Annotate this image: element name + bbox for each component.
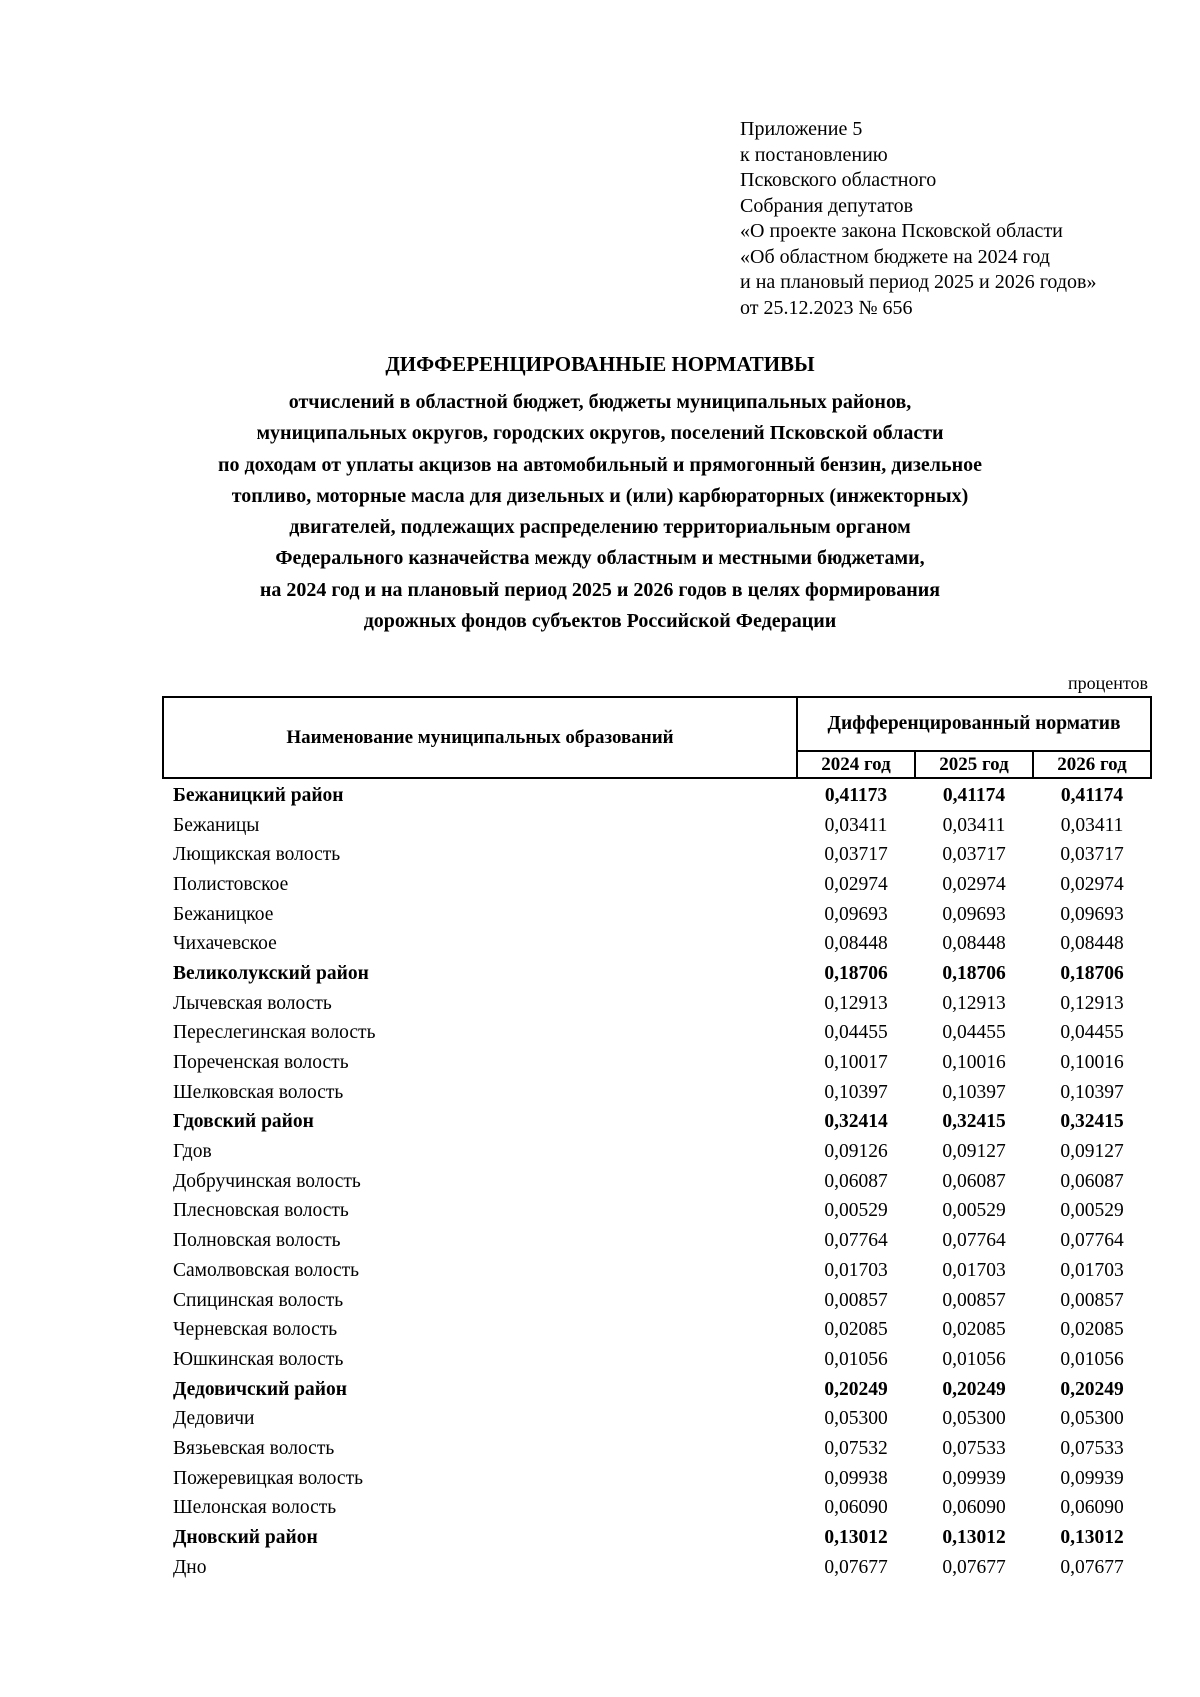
norm-value-2024: 0,05300 [824,1408,888,1430]
norm-value-2024: 0,08448 [824,933,888,955]
units-label: процентов [1067,673,1148,693]
norm-value-2025: 0,09939 [942,1467,1006,1489]
norm-value-2026: 0,09127 [1060,1141,1124,1163]
norm-value-2024: 0,01703 [824,1259,888,1281]
appendix-line: Приложение 5 [740,118,863,140]
municipality-name: Переслегинская волость [173,1022,376,1044]
title-block [150,352,1050,637]
settlement-row [163,1197,1151,1227]
norm-value-2026: 0,10016 [1060,1052,1124,1074]
appendix-line: Собрания депутатов [740,194,914,217]
district-row [163,1523,1151,1553]
norm-value-2025: 0,03411 [942,814,1006,836]
norm-value-2025: 0,41174 [942,784,1006,806]
norm-value-2025: 0,10397 [942,1081,1006,1103]
norm-value-2024: 0,10397 [824,1081,888,1103]
municipality-name: Гдов [173,1141,212,1163]
norm-value-2026: 0,04455 [1060,1022,1124,1044]
norm-value-2024: 0,09938 [824,1467,888,1489]
norm-value-2024: 0,07532 [824,1437,888,1459]
municipality-name: Пожеревицкая волость [173,1467,363,1489]
norm-value-2024: 0,41173 [824,784,888,806]
norm-value-2025: 0,00857 [942,1289,1006,1311]
norm-value-2026: 0,02085 [1060,1319,1124,1341]
municipality-name: Черневская волость [173,1319,338,1341]
settlement-row [163,1048,1151,1078]
appendix-line: и на плановый период 2025 и 2026 годов» [740,271,1097,293]
appendix-line: от 25.12.2023 № 656 [740,296,913,319]
norm-value-2024: 0,03411 [824,814,888,836]
municipality-name: Плесновская волость [173,1200,349,1222]
subtitle-line: топливо, моторные масла для дизельных и (или) карбюраторных (инжекторных) [231,484,969,507]
settlement-row [163,1345,1151,1375]
norm-value-2024: 0,18706 [824,962,888,984]
norm-value-2024: 0,03717 [824,844,888,866]
settlement-row [163,840,1151,870]
norm-value-2025: 0,07533 [942,1437,1006,1459]
norm-value-2026: 0,08448 [1060,933,1124,955]
municipality-name: Чихачевское [173,933,277,955]
norm-value-2025: 0,03717 [942,844,1006,866]
norm-value-2024: 0,06087 [824,1170,888,1192]
norm-value-2026: 0,09939 [1060,1467,1124,1489]
norm-value-2025: 0,12913 [942,992,1006,1014]
settlement-row [163,1464,1151,1494]
norm-value-2026: 0,06090 [1060,1497,1124,1519]
document-title: ДИФФЕРЕНЦИРОВАННЫЕ НОРМАТИВЫ [385,352,815,376]
norm-value-2025: 0,32415 [942,1111,1006,1133]
norm-value-2024: 0,00529 [824,1200,888,1222]
norm-value-2025: 0,07677 [942,1556,1006,1578]
norm-value-2026: 0,06087 [1060,1170,1124,1192]
norm-value-2025: 0,07764 [942,1230,1006,1252]
municipality-name: Гдовский район [173,1111,314,1133]
norm-value-2025: 0,10016 [942,1052,1006,1074]
norm-value-2025: 0,08448 [942,933,1006,955]
norm-value-2024: 0,09693 [824,903,888,925]
norms-table [162,696,1152,1583]
municipality-name: Шелонская волость [173,1497,337,1519]
norm-value-2025: 0,01056 [942,1348,1006,1370]
settlement-row [163,1167,1151,1197]
municipality-name: Полновская волость [173,1230,341,1252]
settlement-row [163,1494,1151,1524]
norm-value-2024: 0,10017 [824,1052,888,1074]
norm-value-2026: 0,13012 [1060,1527,1124,1549]
norm-value-2026: 0,00529 [1060,1200,1124,1222]
year-header-2026: 2026 год [1033,751,1151,778]
year-header-2025: 2025 год [915,751,1033,778]
settlement-row [163,1256,1151,1286]
subtitle-line: на 2024 год и на плановый период 2025 и 2026 годов в целях формирования [259,578,941,601]
norm-value-2024: 0,32414 [824,1111,888,1133]
municipality-name: Юшкинская волость [173,1348,344,1370]
norm-value-2026: 0,07764 [1060,1230,1124,1252]
settlement-row [163,1078,1151,1108]
norm-value-2026: 0,03717 [1060,844,1124,866]
name-column-header: Наименование муниципальных образований [163,697,797,778]
municipality-name: Добручинская волость [173,1170,361,1192]
district-row [163,1375,1151,1405]
norm-group-header: Дифференцированный норматив [797,697,1151,751]
norm-value-2026: 0,10397 [1060,1081,1124,1103]
norm-value-2026: 0,02974 [1060,873,1124,895]
municipality-name: Лычевская волость [173,992,332,1014]
municipality-name: Лющикская волость [173,844,341,866]
norm-value-2024: 0,06090 [824,1497,888,1519]
norm-value-2025: 0,06090 [942,1497,1006,1519]
subtitle-line: дорожных фондов субъектов Российской Федерации [363,610,837,633]
norm-value-2026: 0,07677 [1060,1556,1124,1578]
norm-value-2024: 0,09126 [824,1141,888,1163]
municipality-name: Бежаницы [173,814,260,836]
norm-value-2026: 0,03411 [1060,814,1124,836]
settlement-row [163,1434,1151,1464]
municipality-name: Шелковская волость [173,1081,344,1103]
settlement-row [163,1137,1151,1167]
settlement-row [163,989,1151,1019]
appendix-line: к постановлению [740,143,888,166]
norm-value-2024: 0,01056 [824,1348,888,1370]
norm-value-2024: 0,07764 [824,1230,888,1252]
document-subtitle [150,387,1050,637]
municipality-name: Дедовичский район [173,1378,347,1400]
municipality-name: Пореченская волость [173,1052,349,1074]
norm-value-2025: 0,02085 [942,1319,1006,1341]
municipality-name: Дновский район [173,1527,318,1549]
norm-value-2026: 0,07533 [1060,1437,1124,1459]
appendix-header [740,117,1096,321]
settlement-row [163,1553,1151,1583]
norm-value-2026: 0,32415 [1060,1111,1124,1133]
norm-value-2024: 0,02974 [824,873,888,895]
subtitle-line: Федерального казначейства между областным и местными бюджетами, [275,547,925,570]
norm-value-2026: 0,00857 [1060,1289,1124,1311]
norm-value-2025: 0,09127 [942,1141,1006,1163]
norm-value-2026: 0,01056 [1060,1348,1124,1370]
municipality-name: Великолукский район [173,962,369,984]
municipality-name: Бежаницкое [173,903,274,925]
norm-value-2025: 0,01703 [942,1259,1006,1281]
norm-value-2025: 0,09693 [942,903,1006,925]
norm-value-2026: 0,05300 [1060,1408,1124,1430]
norm-value-2024: 0,00857 [824,1289,888,1311]
norm-value-2025: 0,05300 [942,1408,1006,1430]
norm-value-2024: 0,12913 [824,992,888,1014]
settlement-row [163,1019,1151,1049]
municipality-name: Бежаницкий район [173,784,344,806]
norm-value-2026: 0,41174 [1060,784,1124,806]
municipality-name: Самолвовская волость [173,1259,360,1281]
norm-value-2024: 0,02085 [824,1319,888,1341]
appendix-line: Псковского областного [740,169,937,191]
appendix-line: «Об областном бюджете на 2024 год [740,245,1050,268]
settlement-row [163,1404,1151,1434]
settlement-row [163,1226,1151,1256]
norm-value-2025: 0,13012 [942,1527,1006,1549]
norm-value-2025: 0,18706 [942,962,1006,984]
district-row [163,1108,1151,1138]
settlement-row [163,1286,1151,1316]
municipality-name: Дно [173,1556,207,1578]
year-header-2024: 2024 год [797,751,915,778]
settlement-row [163,929,1151,959]
norm-value-2026: 0,01703 [1060,1259,1124,1281]
municipality-name: Полистовское [173,873,289,895]
norm-value-2024: 0,07677 [824,1556,888,1578]
municipality-name: Дедовичи [173,1408,255,1430]
norm-value-2025: 0,04455 [942,1022,1006,1044]
settlement-row [163,900,1151,930]
norm-value-2025: 0,06087 [942,1170,1006,1192]
subtitle-line: по доходам от уплаты акцизов на автомобильный и прямогонный бензин, дизельное [217,453,982,476]
norm-value-2026: 0,09693 [1060,903,1124,925]
subtitle-line: двигателей, подлежащих распределению территориальным органом [289,516,911,539]
district-row [163,778,1151,811]
settlement-row [163,811,1151,841]
norm-value-2026: 0,18706 [1060,962,1124,984]
subtitle-line: отчислений в областной бюджет, бюджеты муниципальных районов, [288,391,912,413]
norm-value-2025: 0,02974 [942,873,1006,895]
appendix-line: «О проекте закона Псковской области [740,220,1063,242]
municipality-name: Вязьевская волость [173,1437,335,1459]
norm-value-2026: 0,12913 [1060,992,1124,1014]
norm-value-2025: 0,20249 [942,1378,1006,1400]
norm-value-2024: 0,20249 [824,1378,888,1400]
table-body [163,778,1151,1583]
subtitle-line: муниципальных округов, городских округов, поселений Псковской области [256,422,944,445]
norm-value-2026: 0,20249 [1060,1378,1124,1400]
settlement-row [163,1315,1151,1345]
municipality-name: Спицинская волость [173,1289,344,1311]
district-row [163,959,1151,989]
settlement-row [163,870,1151,900]
norm-value-2024: 0,13012 [824,1527,888,1549]
norm-value-2025: 0,00529 [942,1200,1006,1222]
norm-value-2024: 0,04455 [824,1022,888,1044]
